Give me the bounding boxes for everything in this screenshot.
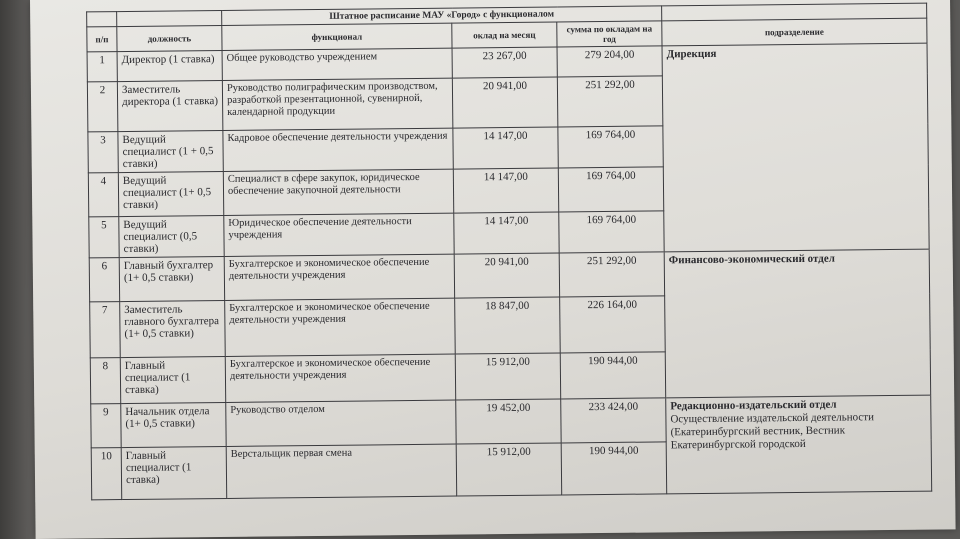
row-salary-month: 15 912,00 — [456, 443, 562, 496]
row-salary-year: 226 164,00 — [560, 296, 666, 353]
table-row — [91, 395, 931, 448]
row-function: Юридическое обеспечение деятельности учреждения — [224, 213, 454, 256]
row-function: Верстальщик первая смена — [226, 444, 457, 498]
header-salary-month: оклад на месяц — [452, 22, 557, 48]
row-salary-month: 14 147,00 — [454, 212, 559, 254]
row-position: Ведущий специалист (1 + 0,5 ставки) — [118, 130, 223, 172]
row-num: 3 — [88, 132, 118, 173]
row-salary-month: 20 941,00 — [452, 77, 558, 128]
row-salary-year: 169 764,00 — [559, 211, 664, 253]
row-function: Бухгалтерское и экономическое обеспечение деятельности учреждения — [225, 298, 456, 356]
row-position: Главный специалист (1 ставка) — [121, 446, 227, 499]
department-finance: Финансово-экономический отдел — [664, 249, 931, 398]
row-salary-year: 279 204,00 — [557, 46, 662, 77]
document-title: Штатное расписание МАУ «Город» с функционалом — [222, 6, 662, 26]
header-salary-year: сумма по окладам на год — [557, 21, 662, 47]
row-num: 1 — [87, 52, 117, 82]
row-salary-year: 233 424,00 — [561, 398, 666, 443]
row-salary-year: 251 292,00 — [559, 252, 664, 297]
row-num: 10 — [91, 448, 122, 500]
row-salary-month: 20 941,00 — [454, 253, 559, 298]
row-salary-month: 15 912,00 — [455, 353, 560, 400]
row-position: Ведущий специалист (1+ 0,5 ставки) — [118, 171, 223, 216]
row-position: Начальник отдела (1+ 0,5 ставки) — [121, 402, 226, 447]
row-num: 4 — [88, 173, 118, 217]
row-position: Заместитель директора (1 ставка) — [117, 80, 223, 131]
row-function: Бухгалтерское и экономическое обеспечение деятельности учреждения — [224, 254, 454, 300]
row-salary-year: 190 944,00 — [561, 442, 667, 495]
row-function: Бухгалтерское и экономическое обеспечение деятельности учреждения — [225, 354, 455, 402]
row-function: Руководство отделом — [226, 400, 456, 446]
row-position: Главный бухгалтер (1+ 0,5 ставки) — [119, 256, 224, 301]
department-editorial — [666, 395, 932, 494]
row-position: Ведущий специалист (0,5 ставки) — [119, 215, 224, 257]
row-function: Специалист в сфере закупок, юридическое обеспечение закупочной деятельности — [223, 169, 453, 215]
row-function: Кадровое обеспечение деятельности учреждения — [223, 128, 453, 171]
row-salary-month: 14 147,00 — [453, 127, 558, 169]
department-direction: Дирекция — [662, 43, 929, 252]
header-function: функционал — [222, 23, 452, 50]
row-num: 8 — [90, 358, 120, 404]
staff-table — [86, 3, 932, 501]
document-page — [30, 0, 956, 539]
header-department: подразделение — [662, 18, 927, 46]
department-editorial-title: Редакционно-издательский отдел — [670, 398, 837, 413]
row-position: Заместитель главного бухгалтера (1+ 0,5 ставки) — [120, 300, 226, 357]
row-salary-month: 19 452,00 — [456, 399, 561, 444]
header-num: п/п — [87, 27, 117, 52]
table-row — [89, 249, 929, 302]
department-editorial-desc: Осуществление издательской деятельности (Екатеринбургский вестник, Вестник Екатеринбургской городской — [670, 411, 875, 452]
row-position: Главный специалист (1 ставка) — [120, 356, 225, 403]
row-num: 7 — [90, 302, 121, 358]
row-num: 9 — [91, 404, 121, 448]
row-num: 2 — [87, 82, 118, 132]
row-salary-month: 23 267,00 — [452, 47, 557, 78]
row-num: 6 — [89, 258, 119, 302]
row-position: Директор (1 ставка) — [117, 50, 222, 81]
header-position: должность — [117, 25, 222, 51]
row-salary-year: 169 764,00 — [558, 126, 663, 168]
row-function: Руководство полиграфическим производством, разработкой презентационной, сувенирной, календарной продукции — [222, 78, 453, 130]
row-salary-year: 251 292,00 — [557, 76, 663, 127]
staff-table-wrap — [86, 3, 931, 501]
row-salary-year: 190 944,00 — [560, 352, 665, 399]
row-salary-month: 18 847,00 — [455, 297, 561, 354]
row-num: 5 — [89, 217, 119, 258]
row-function: Общее руководство учреждением — [222, 48, 452, 80]
row-salary-month: 14 147,00 — [453, 168, 558, 213]
row-salary-year: 169 764,00 — [558, 167, 663, 212]
